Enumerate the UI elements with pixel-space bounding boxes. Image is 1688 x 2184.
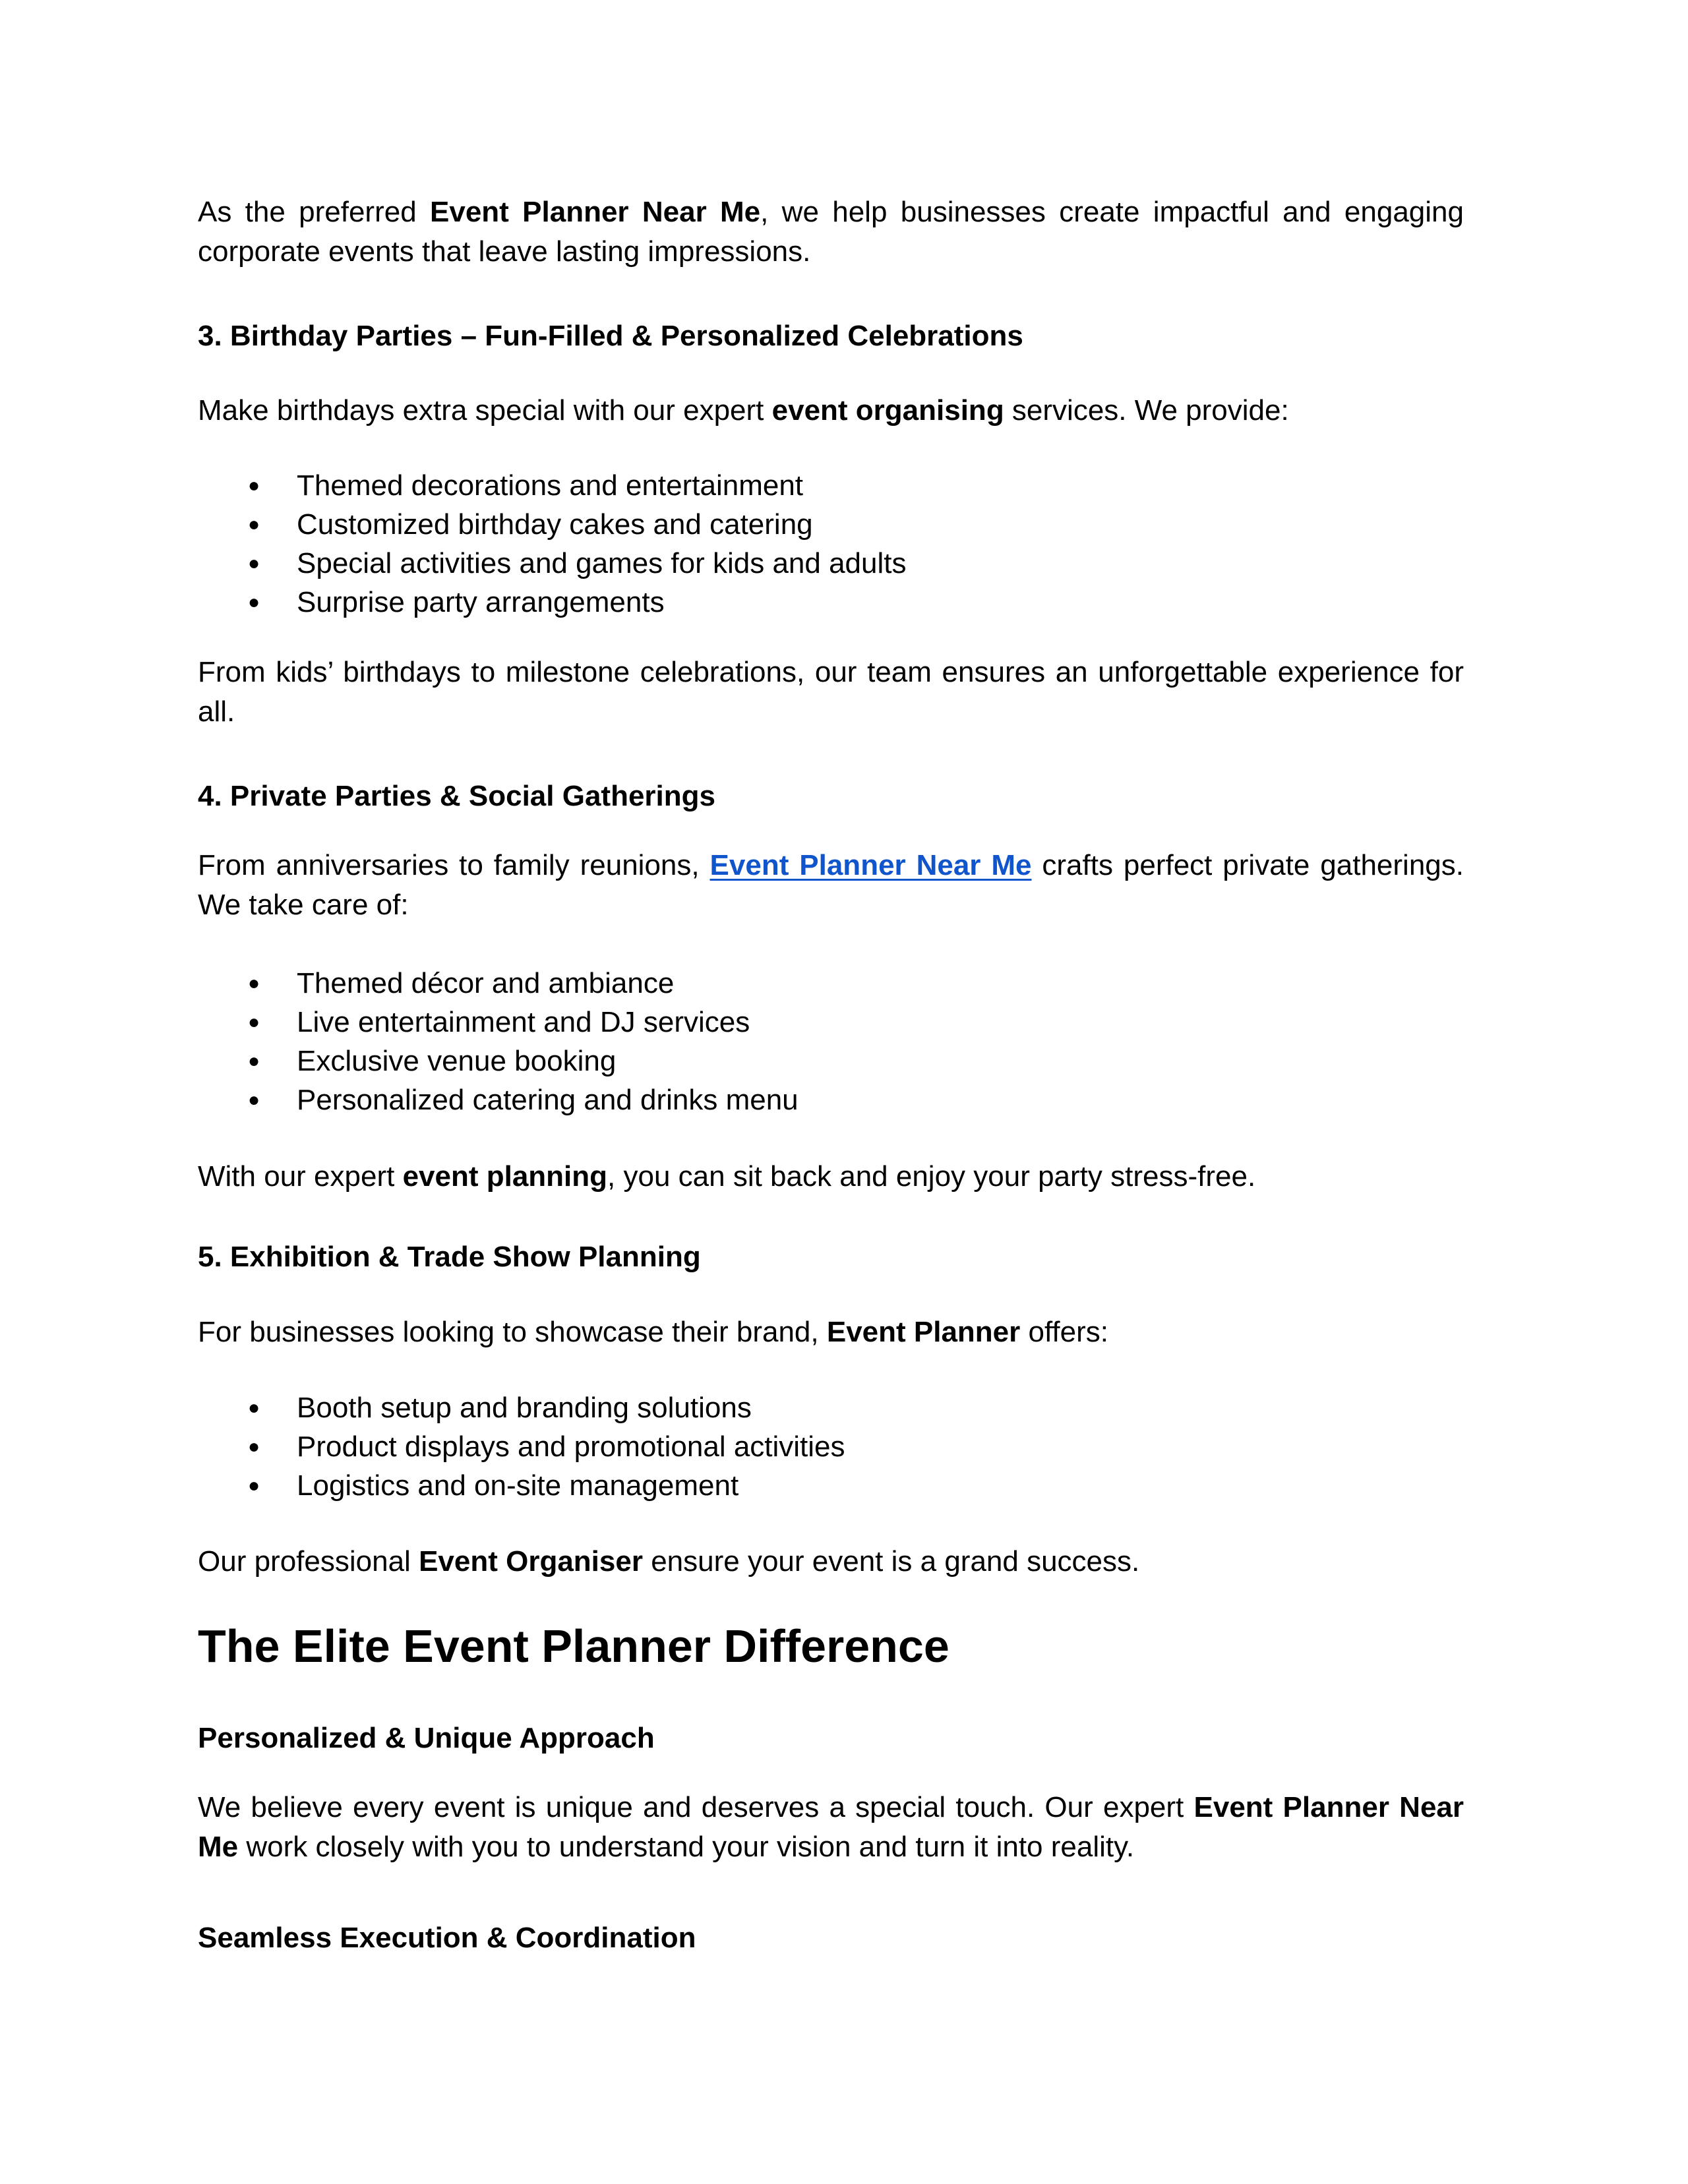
list-item-text: Surprise party arrangements [297, 586, 665, 618]
seamless-heading: Seamless Execution & Coordination [198, 1922, 696, 1954]
birthday-lead-bold: event organising [771, 394, 1004, 427]
private-closing-pre: With our expert [198, 1160, 403, 1193]
birthday-heading: 3. Birthday Parties – Fun-Filled & Personalized Celebrations [198, 320, 1023, 352]
private-heading: 4. Private Parties & Social Gatherings [198, 780, 715, 812]
list-item-text: Themed decorations and entertainment [297, 469, 804, 502]
intro-text-post: , we help businesses create impactful and engaging corporate events that leave lasting impressions. [198, 196, 1464, 268]
list-item [198, 1080, 1464, 1119]
private-lead-pre: From anniversaries to family reunions, [198, 849, 710, 881]
personalized-text-post: work closely with you to understand your vision and turn it into reality. [238, 1831, 1135, 1863]
bullet-icon: ● [248, 475, 260, 496]
intro-text-pre: As the preferred [198, 196, 431, 228]
bullet-icon: ● [248, 972, 260, 994]
exhibition-lead [198, 1313, 1464, 1352]
private-list [198, 964, 1464, 1119]
private-lead [198, 846, 1464, 925]
birthday-lead-post: services. We provide: [1004, 394, 1289, 427]
personalized-bold: Event Planner Near Me [198, 1791, 1464, 1863]
bullet-icon: ● [248, 552, 260, 574]
list-item-text: Special activities and games for kids and adults [297, 547, 907, 579]
private-closing-post: , you can sit back and enjoy your party stress-free. [607, 1160, 1256, 1193]
list-item-text: Customized birthday cakes and catering [297, 508, 813, 541]
exhibition-lead-bold: Event Planner [826, 1316, 1021, 1348]
personalized-text-pre: We believe every event is unique and deserves a special touch. Our expert [198, 1791, 1194, 1823]
bullet-icon: ● [248, 1089, 260, 1111]
list-item [198, 1427, 1464, 1466]
bullet-icon: ● [248, 1050, 260, 1072]
birthday-lead-pre: Make birthdays extra special with our expert [198, 394, 772, 427]
document-page [198, 0, 1464, 2184]
personalized-paragraph [198, 1788, 1464, 1867]
list-item-text: Personalized catering and drinks menu [297, 1084, 799, 1116]
list-item [198, 964, 1464, 1003]
bullet-icon: ● [248, 591, 260, 613]
list-item [198, 1466, 1464, 1505]
list-item [198, 466, 1464, 505]
exhibition-closing-bold: Event Organiser [419, 1545, 643, 1578]
list-item-text: Product displays and promotional activities [297, 1431, 845, 1463]
difference-heading: The Elite Event Planner Difference [198, 1620, 950, 1672]
list-item [198, 544, 1464, 583]
exhibition-closing [198, 1542, 1464, 1581]
bullet-icon: ● [248, 514, 260, 535]
personalized-heading: Personalized & Unique Approach [198, 1722, 655, 1754]
list-item-text: Themed décor and ambiance [297, 967, 675, 999]
exhibition-closing-post: ensure your event is a grand success. [642, 1545, 1140, 1578]
list-item [198, 583, 1464, 622]
bullet-icon: ● [248, 1475, 260, 1496]
exhibition-lead-pre: For businesses looking to showcase their brand, [198, 1316, 827, 1348]
private-lead-post: crafts perfect private gatherings. We take care of: [198, 849, 1464, 921]
list-item [198, 505, 1464, 544]
list-item [198, 1042, 1464, 1080]
list-item-text: Exclusive venue booking [297, 1045, 617, 1077]
exhibition-closing-pre: Our professional [198, 1545, 419, 1578]
event-planner-link[interactable]: Event Planner Near Me [709, 849, 1032, 881]
exhibition-heading: 5. Exhibition & Trade Show Planning [198, 1241, 701, 1273]
private-closing-bold: event planning [402, 1160, 608, 1193]
exhibition-list [198, 1388, 1464, 1505]
private-closing [198, 1157, 1464, 1196]
list-item-text: Logistics and on-site management [297, 1469, 739, 1502]
birthday-list [198, 466, 1464, 622]
birthday-closing: From kids’ birthdays to milestone celebrations, our team ensures an unforgettable experience for all. [198, 656, 1464, 728]
intro-bold: Event Planner Near Me [430, 196, 761, 228]
list-item [198, 1003, 1464, 1042]
birthday-lead [198, 391, 1464, 430]
list-item [198, 1388, 1464, 1427]
bullet-icon: ● [248, 1011, 260, 1033]
list-item-text: Live entertainment and DJ services [297, 1006, 750, 1038]
intro-paragraph [198, 192, 1464, 272]
bullet-icon: ● [248, 1397, 260, 1419]
bullet-icon: ● [248, 1436, 260, 1458]
exhibition-lead-post: offers: [1020, 1316, 1108, 1348]
list-item-text: Booth setup and branding solutions [297, 1392, 752, 1424]
